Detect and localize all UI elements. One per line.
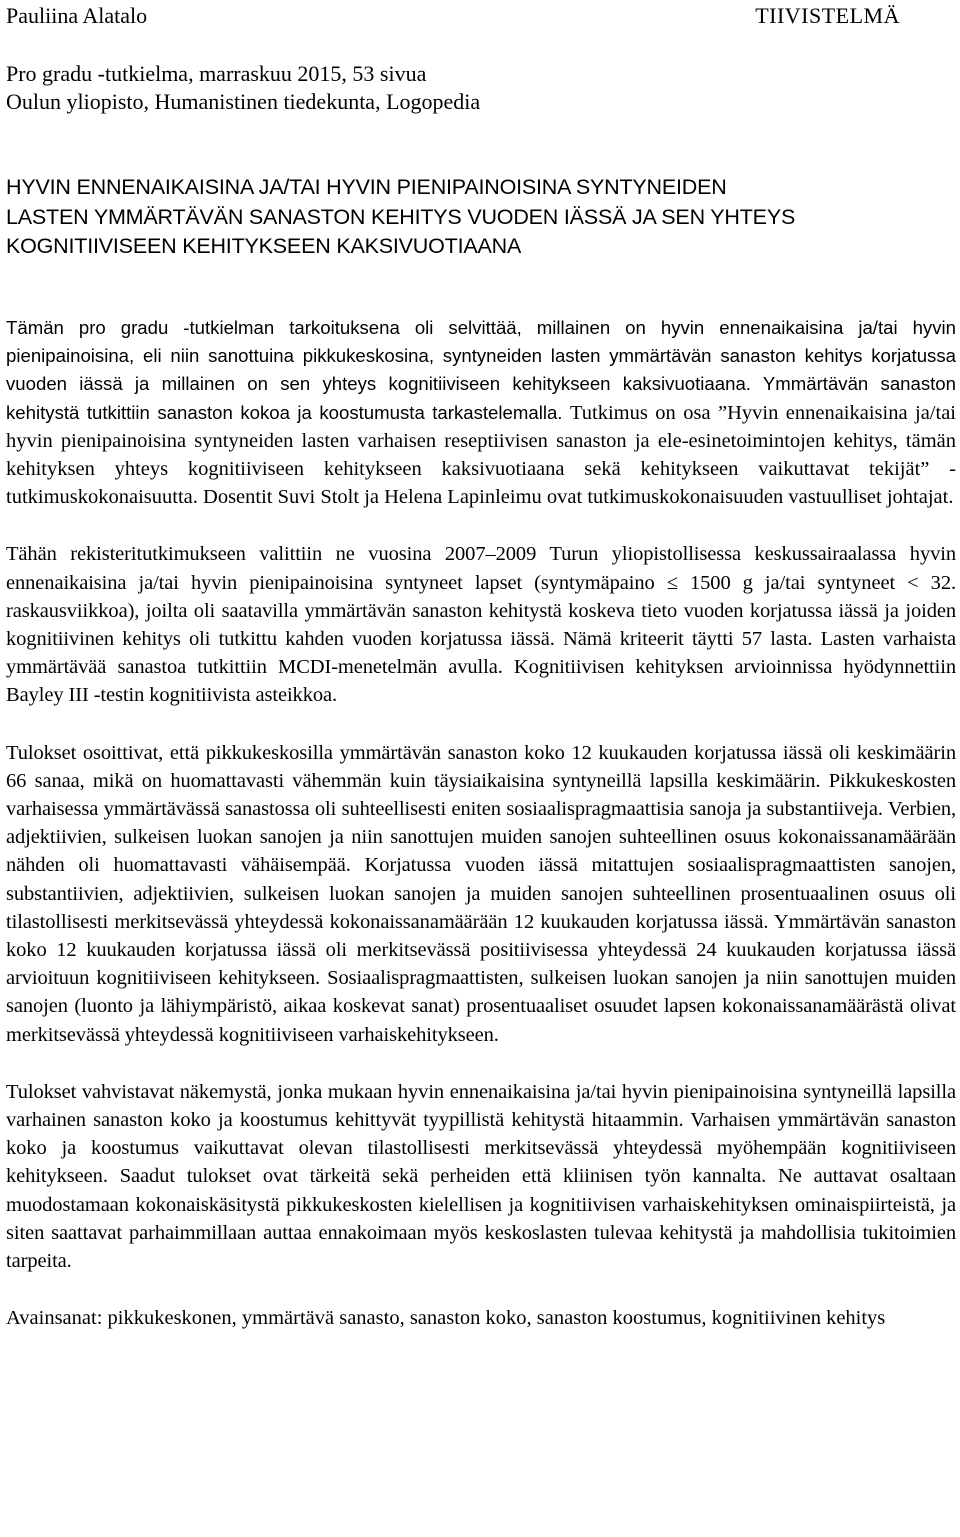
university-line: Oulun yliopisto, Humanistinen tiedekunta, Logopedia bbox=[6, 89, 481, 114]
abstract-paragraph-1 bbox=[6, 314, 956, 511]
thesis-title-line-3: KOGNITIIVISEEN KEHITYKSEEN KAKSIVUOTIAANA bbox=[6, 234, 522, 258]
keywords: Avainsanat: pikkukeskonen, ymmärtävä sanasto, sanaston koko, sanaston koostumus, kognitiivinen kehitys bbox=[6, 1307, 886, 1330]
abstract-paragraph-3: Tulokset osoittivat, että pikkukeskosilla ymmärtävän sanaston koko 12 kuukauden korjatussa iässä oli keskimäärin 66 sanaa, mikä on huomattavasti vähemmän kuin täysiaikaisina syntyneillä lapsilla keskimäärin. Pikkukeskosten varhaisessa ymmärtävässä sanastossa oli suhteellisesti eniten sosiaalispragmaattisia sanoja ja substantiiveja. Verbien, adjektiivien, sulkeisen luokan sanojen ja niin sanottujen muiden sanojen suhteellinen osuus kokonaissanamäärään nähden oli huomattavasti vähäisempää. Korjatussa vuoden iässä mitattujen sosiaalispragmaattisten sanojen, substantiivien, adjektiivien, sulkeisen luokan sanojen ja muiden sanojen suhteellinen prosentuaalinen osuus oli tilastollisesti merkitsevässä yhteydessä kokonaissanamäärään 12 kuukauden korjatussa iässä. Ymmärtävän sanaston koko 12 kuukauden korjatussa iässä oli merkitsevässä positiivisessa yhteydessä 24 kuukauden korjatussa iässä arvioituun kognitiiviseen kehitykseen. Sosiaalispragmaattisten, sulkeisen luokan sanojen ja niin sanottujen muiden sanojen (luonto ja lähiympäristö, aikaa koskevat sanat) prosentuaaliset osuudet lapsen kokonaissanamäärästä olivat merkitsevässä yhteydessä kognitiiviseen varhaiskehitykseen. bbox=[6, 741, 956, 1046]
thesis-title-line-1: HYVIN ENNENAIKAISINA JA/TAI HYVIN PIENIPAINOISINA SYNTYNEIDEN bbox=[6, 175, 727, 199]
abstract-paragraph-2: Tähän rekisteritutkimukseen valittiin ne vuosina 2007–2009 Turun yliopistollisessa keskussairaalassa hyvin ennenaikaisina ja/tai hyvin pienipainoisina syntyneet lapset (syntymäpaino ≤ 1500 g ja/tai syntyneet < 32. raskausviikkoa), joilta oli saatavilla ymmärtävän sanaston kehitystä koskeva tieto vuoden korjatussa iässä ja joiden kognitiivinen kehitys oli tutkittu kahden vuoden korjatussa iässä. Nämä kriteerit täytti 57 lasta. Lasten varhaista ymmärtävää sanastoa tutkittiin MCDI-menetelmän avulla. Kognitiivisen kehityksen arvioinnissa hyödynnettiin Bayley III -testin kognitiivista asteikkoa. bbox=[6, 543, 956, 707]
document-type-label: TIIVISTELMÄ bbox=[755, 3, 900, 28]
page-header bbox=[6, 2, 954, 32]
abstract-paragraph-4: Tulokset vahvistavat näkemystä, jonka mukaan hyvin ennenaikaisina ja/tai hyvin pienipainoisina syntyneillä lapsilla varhainen sanaston koko ja koostumus kehittyvät tyypillistä kehitystä hitaammin. Varhaisen ymmärtävän sanaston koko ja koostumus vaikuttavat olevan tilastollisesti merkitsevässä yhteydessä myöhempään kognitiiviseen kehitykseen. Saadut tulokset ovat tärkeitä sekä perheiden että kliinisen työn kannalta. Ne auttavat osaltaan muodostamaan kokonaiskäsitystä pikkukeskosten kielellisen ja kognitiivisen varhaiskehityksen ominaispiirteistä, ja siten saattavat parhaimmillaan auttaa ennakoimaan myös keskoslasten tulevaa kehitystä ja mahdollisia tukitoimien tarpeita. bbox=[6, 1080, 956, 1273]
thesis-title bbox=[6, 173, 956, 262]
abstract-body bbox=[6, 314, 956, 1333]
abstract-paragraph-1-project: Tutkimus on osa ”Hyvin ennenaikaisina ja/tai hyvin pienipainoisina syntyneiden lasten varhaisen reseptiivisen sanaston ja ele-esinetoimintojen kehitys, tämän kehityksen yhteys kognitiiviseen kehitykseen kaksivuotiaana sekä kehitykseen vaikuttavat tekijät” -tutkimuskokonaisuutta. Dosentit Suvi Stolt ja Helena Lapinleimu ovat tutkimuskokonaisuuden vastuulliset johtajat. bbox=[6, 401, 956, 509]
thesis-info-line: Pro gradu -tutkielma, marraskuu 2015, 53 sivua bbox=[6, 61, 427, 86]
thesis-meta bbox=[6, 60, 480, 116]
abstract-paragraph-1-intro: Tämän pro gradu -tutkielman tarkoituksena oli selvittää, millainen on hyvin ennenaikaisina ja/tai hyvin pienipainoisina, eli niin sanottuina pikkukeskosina, syntyneiden lasten ymmärtävän sanaston kehitys korjatussa vuoden iässä ja millainen on sen yhteys kognitiiviseen kehitykseen kaksivuotiaana. Ymmärtävän sanaston kehitystä tutkittiin sanaston kokoa ja koostumusta tarkastelemalla. bbox=[6, 317, 956, 423]
author-name: Pauliina Alatalo bbox=[6, 3, 148, 28]
thesis-title-line-2: LASTEN YMMÄRTÄVÄN SANASTON KEHITYS VUODEN IÄSSÄ JA SEN YHTEYS bbox=[6, 204, 796, 229]
